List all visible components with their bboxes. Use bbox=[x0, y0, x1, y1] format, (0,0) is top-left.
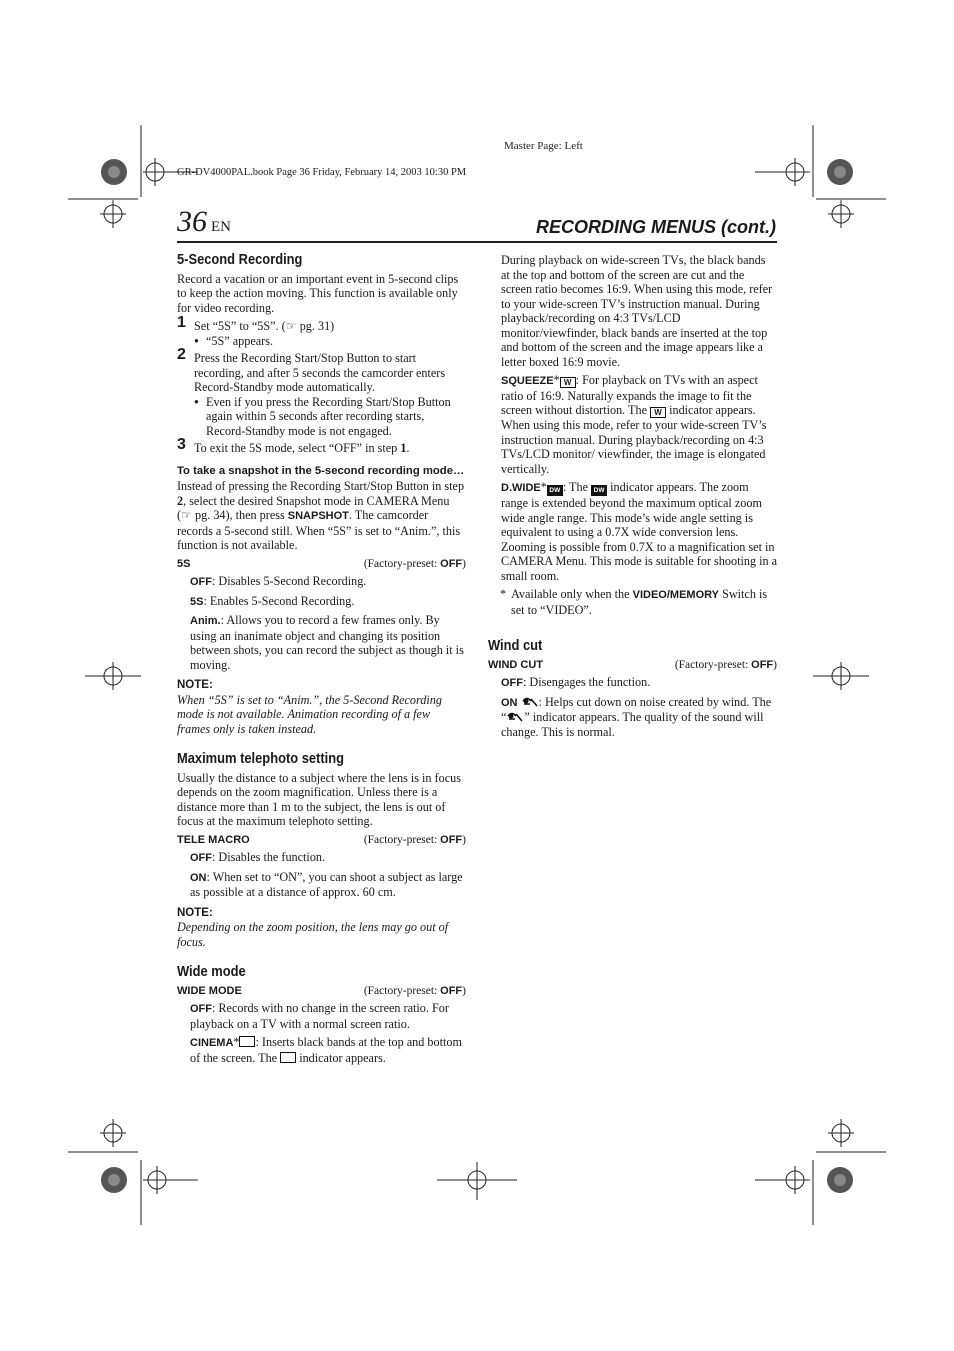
step-1 bbox=[177, 314, 466, 348]
note-text: Depending on the zoom position, the lens may go out of focus. bbox=[177, 920, 449, 949]
option-anim: Anim.: Allows you to record a few frames only. By using an inanimate object and changing its position between shots, you can record the subject as though it is moving. bbox=[190, 613, 464, 672]
d-wide-indicator-icon: DW bbox=[547, 485, 563, 496]
d-wide-indicator-icon: DW bbox=[591, 485, 607, 496]
page-number-block bbox=[177, 205, 231, 239]
note-text: When “5S” is set to “Anim.”, the 5-Second Recording mode is not available. Animation recording of a few frames only is taken instead. bbox=[177, 692, 442, 736]
option-off: OFF: Disables the function. bbox=[190, 850, 326, 864]
page-number: 36 bbox=[177, 205, 207, 238]
snapshot-subheading: To take a snapshot in the 5-second recording mode… bbox=[177, 464, 465, 477]
note-label: NOTE: bbox=[177, 906, 213, 919]
option-squeeze: SQUEEZE* W : For playback on TVs with an aspect ratio of 16:9. Naturally expands the image to fit the screen without distortion. The W indicator appears. When using this mode, refer to your wide-screen TV’s instruction manual. During playback/recording on 4:3 TVs/LCD monitor/ viewfinder, the image is elongated vertically. bbox=[501, 373, 767, 476]
step-bullet: ● “5S” appears. bbox=[194, 334, 466, 349]
option-on: ON: When set to “ON”, you can shoot a subject as large as possible at a distance of approx. 60 cm. bbox=[190, 869, 463, 899]
option-on: ON : Helps cut down on noise created by wind. The “ ” indicator appears. The quality of the sound will change. This is normal. bbox=[501, 694, 772, 739]
step-number: 1 bbox=[177, 314, 186, 331]
footnote: * Available only when the VIDEO/MEMORY Switch is set to “VIDEO”. bbox=[500, 587, 768, 617]
factory-preset: (Factory-preset: OFF) bbox=[363, 984, 466, 997]
option-off: OFF: Disengages the function. bbox=[501, 675, 651, 689]
option-5s: 5S: Enables 5-Second Recording. bbox=[190, 593, 355, 608]
setting-row-wind-cut bbox=[488, 658, 777, 673]
section-title-5s: 5-Second Recording bbox=[177, 251, 303, 268]
setting-name: 5S bbox=[177, 557, 191, 570]
step-number: 3 bbox=[177, 436, 186, 453]
snapshot-text: Instead of pressing the Recording Start/Stop Button in step 2, select the desired Snapshot mode in CAMERA Menu (☞ pg. 34), then press SNAPSHOT. The camcorder records a 5-second still. When “5S” is set to “Anim.”, this function is not available. bbox=[177, 479, 465, 552]
section-title-wind: Wind cut bbox=[488, 637, 543, 654]
option-off: OFF: Records with no change in the screen ratio. For playback on a TV with a normal screen ratio. bbox=[190, 1001, 449, 1031]
step-text: Press the Recording Start/Stop Button to start recording, and after 5 seconds the camcorder enters Record-Standby mode automatically. bbox=[194, 351, 446, 394]
setting-name: WIND CUT bbox=[488, 658, 543, 671]
wind-cut-icon bbox=[506, 711, 524, 722]
section-title-wide: Wide mode bbox=[177, 963, 246, 980]
factory-preset: (Factory-preset: OFF) bbox=[363, 833, 466, 846]
setting-row-tele-macro bbox=[177, 833, 466, 848]
wind-cut-icon bbox=[521, 696, 539, 707]
note-label: NOTE: bbox=[177, 679, 213, 691]
cinema-indicator-icon bbox=[280, 1052, 296, 1063]
step-text: Set “5S” to “5S”. (☞ pg. 31) bbox=[194, 319, 335, 333]
step-3 bbox=[177, 436, 466, 456]
setting-row-wide-mode bbox=[177, 984, 466, 999]
language-code: EN bbox=[211, 219, 231, 235]
step-number: 2 bbox=[177, 346, 186, 363]
s5-intro: Record a vacation or an important event in 5-second clips to keep the action moving. This function is available only for video recording. bbox=[177, 271, 459, 315]
setting-name: WIDE MODE bbox=[177, 984, 242, 997]
right-column bbox=[488, 253, 777, 743]
cinema-continued: During playback on wide-screen TVs, the black bands at the top and bottom of the screen are cut and the screen ratio becomes 16:9. When using this mode, refer to your wide-screen TV’s instruction manual. During playback/recording on 4:3 TVs/LCD monitor/viewfinder, black bands are inserted at the top and bottom of the screen and the image appears like a letter boxed 16:9 movie. bbox=[501, 253, 773, 369]
header-rule bbox=[177, 241, 777, 243]
master-page-label: Master Page: Left bbox=[504, 140, 583, 152]
factory-preset: (Factory-preset: OFF) bbox=[674, 658, 777, 671]
left-column bbox=[177, 253, 466, 1069]
setting-name: TELE MACRO bbox=[177, 833, 250, 846]
squeeze-indicator-icon: W bbox=[560, 377, 576, 388]
file-info: GR-DV4000PAL.book Page 36 Friday, February 14, 2003 10:30 PM bbox=[177, 167, 467, 178]
step-text: To exit the 5S mode, select “OFF” in step 1. bbox=[194, 441, 410, 455]
step-2 bbox=[177, 346, 466, 438]
squeeze-indicator-icon: W bbox=[650, 407, 666, 418]
step-bullet: ● Even if you press the Recording Start/Stop Button again within 5 seconds after recording starts, Record-Standby mode is not engaged. bbox=[194, 395, 466, 439]
option-off: OFF: Disables 5-Second Recording. bbox=[190, 574, 367, 588]
tele-intro: Usually the distance to a subject where the lens is in focus depends on the zoom magnification. Unless there is a distance more than 1 m to the subject, the lens is out of focus at the maximum telephoto setting. bbox=[177, 770, 461, 828]
option-d-wide: D.WIDE* DW : The DW indicator appears. The zoom range is extended beyond the maximum optical zoom wide angle range. This mode’s wide angle setting is equivalent to using a 0.7X wide conversion lens. Zooming is possible from 0.7X to a magnification set in CAMERA Menu. This mode is suitable for shooting in a small room. bbox=[501, 480, 778, 583]
section-title-tele: Maximum telephoto setting bbox=[177, 750, 345, 767]
running-head: RECORDING MENUS (cont.) bbox=[536, 217, 776, 237]
factory-preset: (Factory-preset: OFF) bbox=[363, 557, 466, 570]
option-cinema: CINEMA* : Inserts black bands at the top and bottom of the screen. The indicator appears. bbox=[190, 1035, 462, 1065]
setting-row-5s bbox=[177, 557, 466, 572]
cinema-indicator-icon bbox=[239, 1036, 255, 1047]
